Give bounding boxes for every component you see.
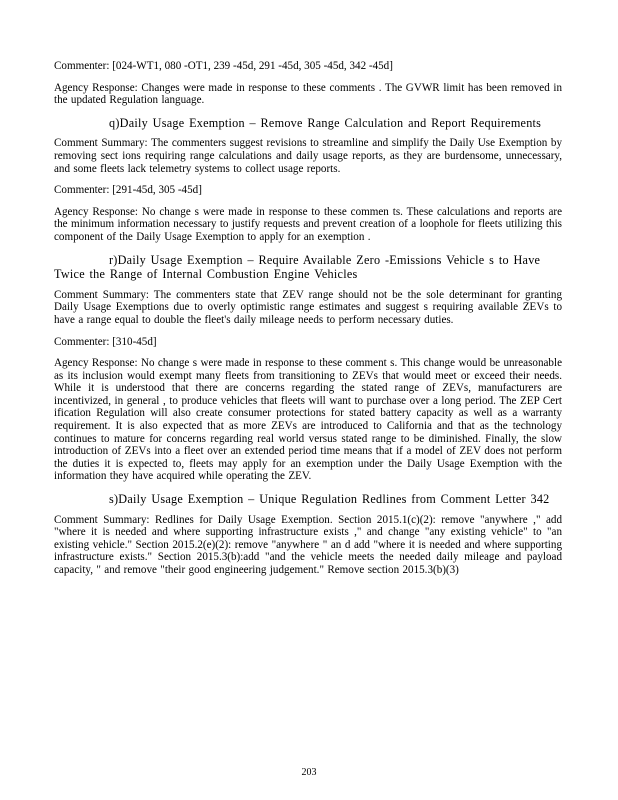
paragraph: Comment Summary: The commenters suggest revisions to streamline and simplify the Daily Use Exemption by removing sect ions requiring range calculations and daily usage reports, as they are burdensome, unnecessary, and some fleets lack telemetry systems to collect usage reports. <box>54 137 562 175</box>
page-number: 203 <box>301 767 317 778</box>
commenter-line: Commenter: [310-45d] <box>54 335 157 348</box>
commenter-line: Commenter: [024-WT1, 080 -OT1, 239 -45d, 291 -45d, 305 -45d, 342 -45d] <box>54 60 393 72</box>
paragraph: Comment Summary: Redlines for Daily Usage Exemption. Section 2015.1(c)(2): remove "anywhere ," add "where it is needed and where supporting infrastructure exists ," and change "any existing vehicle" to "an existing vehicle." Section 2015.2(e)(2): remove "anywhere " an d add "where it is needed and where supporting infrastructure exists." Section 2015.3(b):add "and the vehicle meets the needed daily mileage and payload capacity, " and remove "their good engineering judgement." Remove section 2015.3(b)(3) <box>54 513 562 576</box>
paragraph: Agency Response: No change s were made in response to these commen ts. These calculations and reports are the minimum information necessary to justify requests and prevent creation of a loophole for fleets utilizing this component of the Daily Usage Exemption to apply for an exemption . <box>54 205 562 243</box>
section-heading: r)Daily Usage Exemption – Require Available Zero -Emissions Vehicle s to Have Twice the Range of Internal Combustion Engine Vehicles <box>54 252 541 282</box>
paragraph: Agency Response: No change s were made in response to these comment s. This change would be unreasonable as its inclusion would exempt many fleets from transitioning to ZEVs that would meet or exceed their needs. While it is understood that there are concerns regarding the stated range of ZEVs, manufacturers are incentivized, in general , to produce vehicles that fleets will want to purchase over a long period. The ZEP Cert ification Regulation will also create consumer protections for stated battery capacity as well as a warranty requirement. It is also expected that as more ZEVs are introduced to California and that as the technology continues to mature for concerns regarding real world versus stated range to be diminished. Finally, the slow introduction of ZEVs into a fleet over an extended period time means that if a model of ZEV does not perform the duties it is expected to, fleets may apply for an exemption under the Daily Usage Exemption with the information they have acquired while operating the ZEV. <box>54 357 562 483</box>
paragraph: Comment Summary: The commenters state that ZEV range should not be the sole determinant for granting Daily Usage Exemptions due to overly optimistic range estimates and suggest s requiring available ZEVs to have a range equal to double the fleet's daily mileage needs to perform necessary duties. <box>54 288 562 326</box>
commenter-line: Commenter: [291-45d, 305 -45d] <box>54 184 202 197</box>
section-heading: s)Daily Usage Exemption – Unique Regulation Redlines from Comment Letter 342 <box>109 492 550 507</box>
paragraph: Agency Response: Changes were made in response to these comments . The GVWR limit has been removed in the updated Regulation language. <box>54 81 562 107</box>
page-body <box>54 60 562 577</box>
section-heading: q)Daily Usage Exemption – Remove Range Calculation and Report Requirements <box>109 115 542 130</box>
